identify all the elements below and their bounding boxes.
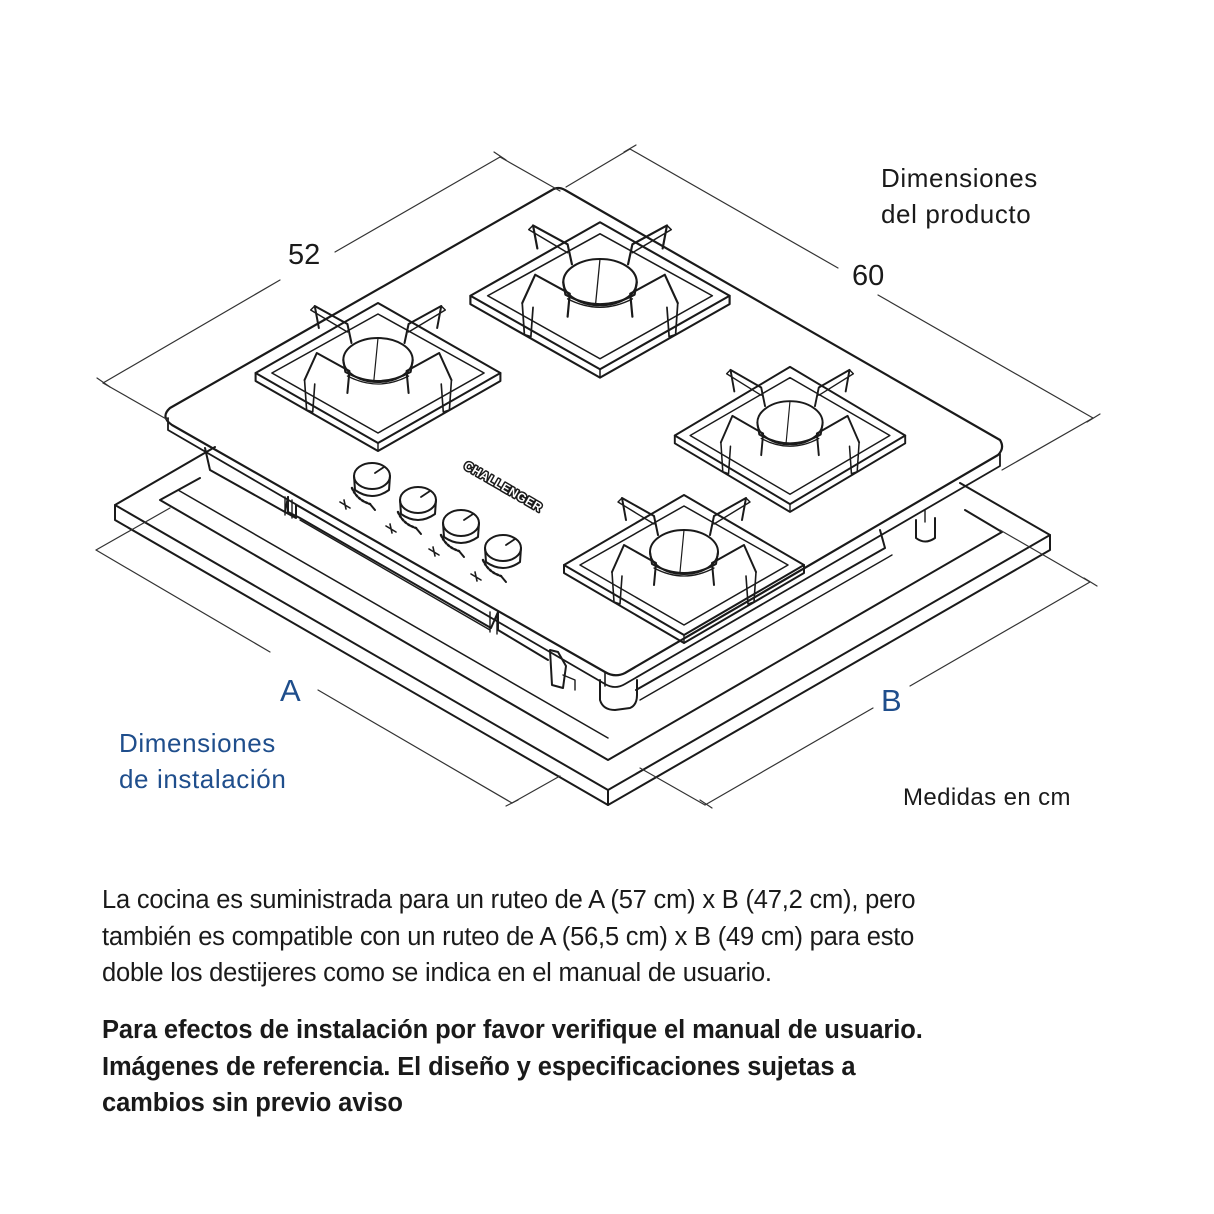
cooktop-body (205, 448, 935, 710)
installation-caption-line2: de instalación (119, 764, 287, 794)
product-dimensions-caption (881, 160, 1038, 232)
disclaimer-line-3: cambios sin previo aviso (102, 1089, 403, 1117)
disclaimer-line-2: Imágenes de referencia. El diseño y especificaciones sujetas a (102, 1052, 856, 1081)
units-note: Medidas en cm (903, 784, 1071, 811)
dimension-value-60: 60 (852, 260, 885, 292)
burner-grate-back-left (256, 303, 501, 451)
control-knob-1 (340, 463, 390, 510)
dimension-value-52: 52 (288, 239, 321, 271)
burner-grate-right (675, 367, 905, 512)
control-knob-3 (429, 510, 479, 557)
product-caption-line2: del producto (881, 199, 1032, 229)
product-caption-line1: Dimensiones (881, 163, 1038, 193)
dimension-line-52 (97, 152, 560, 420)
control-knob-2 (386, 487, 436, 534)
disclaimer-paragraph (102, 1012, 1112, 1122)
installation-dimensions-caption (119, 725, 286, 797)
brand-logo (462, 458, 546, 514)
dimension-line-b (640, 530, 1097, 811)
installation-note-paragraph (102, 882, 1112, 992)
burner-grate-front (564, 495, 804, 643)
note-line-3: doble los destijeres como se indica en el manual de usuario. (102, 959, 772, 987)
disclaimer-line-1: Para efectos de instalación por favor verifique el manual de usuario. (102, 1016, 923, 1044)
installation-caption-line1: Dimensiones (119, 728, 276, 758)
control-knob-4 (471, 535, 521, 582)
svg-text:CHALLENGER: CHALLENGER (461, 458, 546, 515)
dimension-label-a: A (280, 673, 301, 708)
note-line-1: La cocina es suministrada para un ruteo de A (57 cm) x B (47,2 cm), pero (102, 886, 916, 914)
dimension-label-b: B (881, 683, 902, 718)
burner-grate-back (470, 222, 729, 377)
note-line-2: también es compatible con un ruteo de A (56,5 cm) x B (49 cm) para esto (102, 922, 915, 951)
